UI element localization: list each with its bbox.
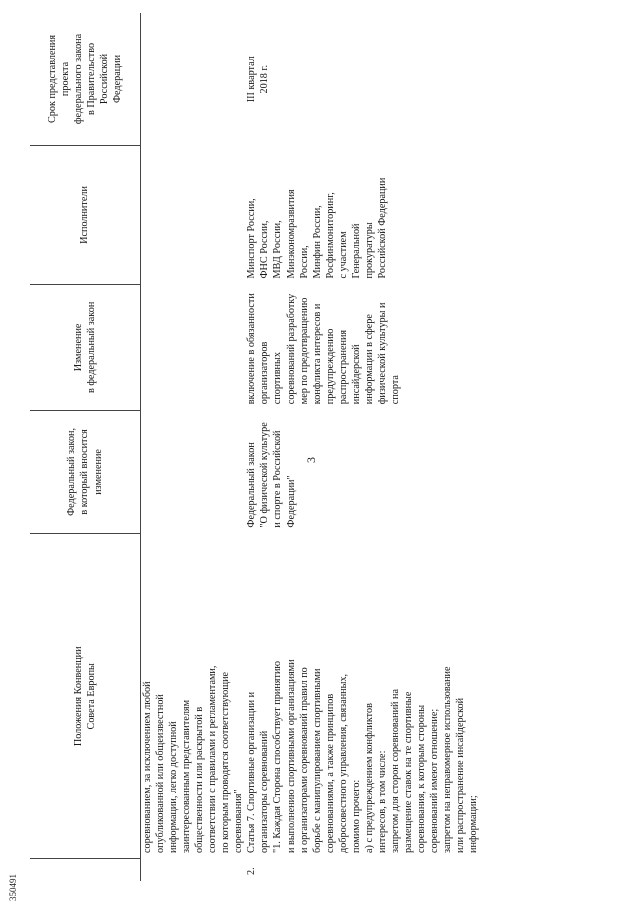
table-header-row [30,13,141,881]
header-change: Изменение в федеральный закон [30,285,141,411]
header-law: Федеральный закон, в который вносится изменение [30,410,141,533]
continuation-provision: соревнованием, за исключением любой опубликованной или общеизвестной информации, легко доступной заинтересованным представителям общественности или раскрытой в соответствии с правилами и регламентами, по которым проводятся соответствующие соревнования" [142,665,245,853]
table-row [245,13,480,881]
provisions-table [30,13,480,881]
continuation-number [141,859,246,881]
continuation-term [141,13,246,145]
row-law: Федеральный закон "О физической культуре и спорте в Российской Федерации" [246,422,297,528]
document-code: 350491 [8,874,18,901]
page-number: 3 [304,457,318,463]
header-number [30,859,141,881]
table-row [141,13,246,881]
continuation-change [141,285,246,411]
header-term: Срок представления проекта федерального закона в Правительство Российской Федерации [30,13,141,145]
row-change: включение в обязанности организаторов спортивных соревнований разработку мер по предотвращению конфликта интересов и предупреждению распространения инсайдерской информации в сфере физической культуры и спорта [246,293,401,405]
continuation-law [141,410,246,533]
header-provision: Положения Конвенции Совета Европы [30,534,141,859]
row-provision: Статья 7. Спортивные организации и организаторы соревнований "1. Каждая Сторона способствует принятию и выполнению спортивными организациями и организаторами соревнований правил по борьбе с манипулированием спортивными соревнованиями, а также принципов добросовестного управления, связанных, помимо прочего: а) с предупреждением конфликтов интересов, в том числе: запретом для сторон соревнований на размещение ставок на те спортивные соревнования, к которым стороны соревнований имеют отношение; запретом на неправомерное использование или распространение инсайдерской информации; [246,659,480,853]
continuation-executors [141,145,246,284]
header-executors: Исполнители [30,145,141,284]
row-number: 2. [246,867,258,875]
row-executors: Минспорт России, ФНС России, МВД России, Минэкономразвития России, Минфин России, Росфинмониторинг, с участием Генеральной прокуратуры Российской Федерации [246,177,388,279]
row-term: III квартал 2018 г. [246,56,271,103]
